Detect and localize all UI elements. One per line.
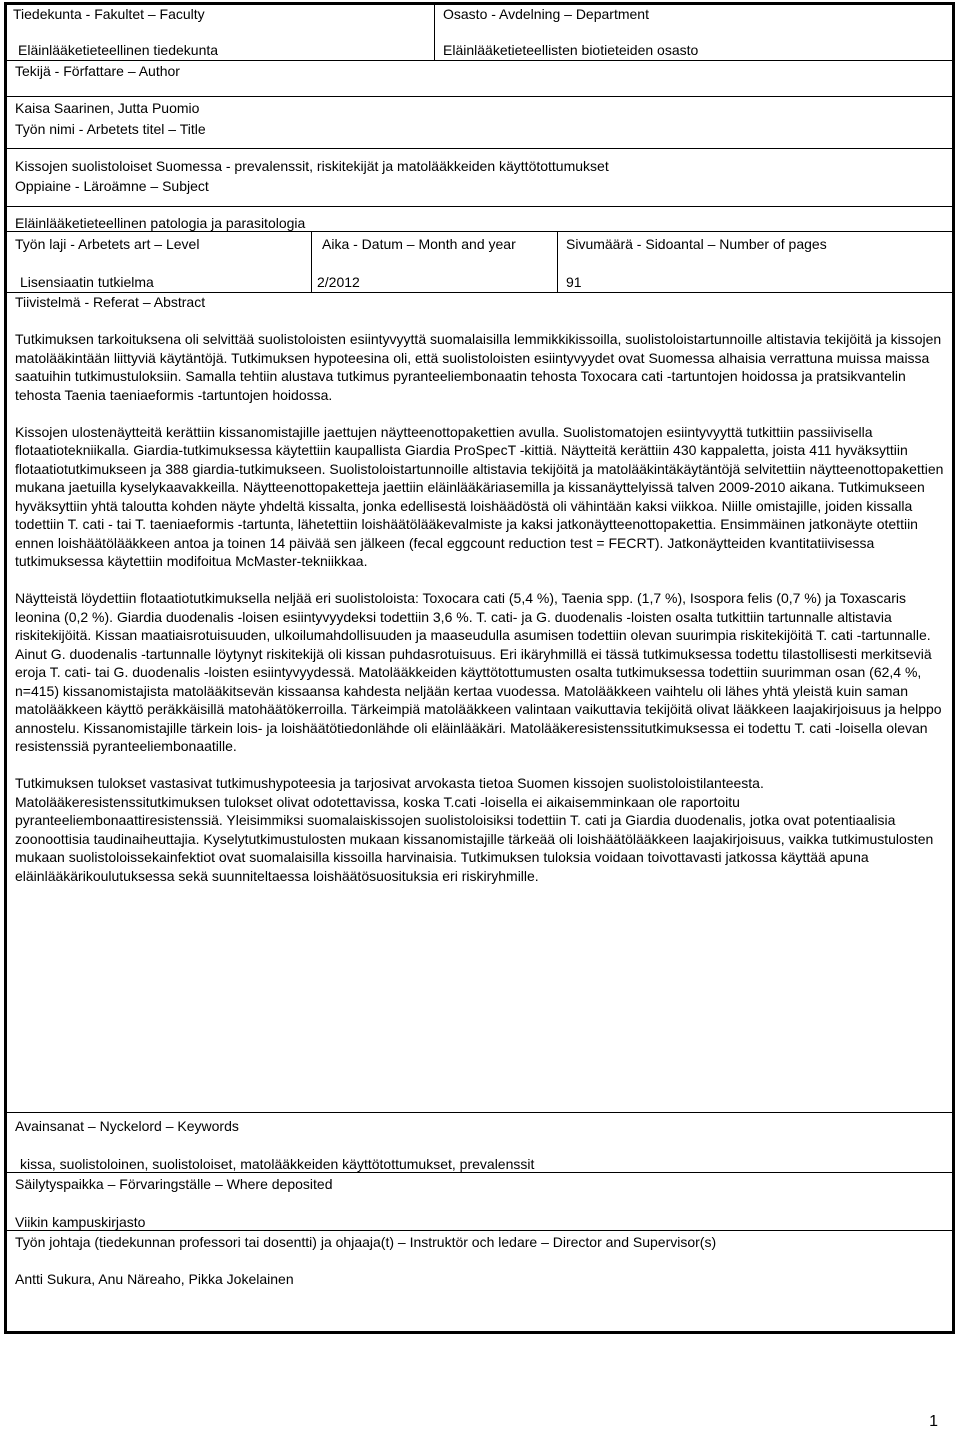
- abstract-paragraph: Tutkimuksen tarkoituksena oli selvittää suolistoloisten esiintyvyyttä suomalaisilla lemmikkikissoilla, suolistoloistartunnoille altistavia tekijöitä ja kissojen matolääkintään liittyviä käytäntöjä. Tutkimuksen hypoteesina oli, että suolistoloisten esiintyvyydet ovat Suomessa alhaisia verrattuna muissa maissa saatuihin tutkimustuloksiin. Samalla tehtiin alustava tutkimus pyranteeliembonaatin tehosta Toxocara cati -tartuntojen hoidossa ja pratsikvantelin tehosta Taenia taeniaeformis -tartuntojen hoidossa.: [15, 331, 942, 403]
- date-label: Aika - Datum – Month and year: [322, 236, 516, 252]
- faculty-label: Tiedekunta - Fakultet – Faculty: [13, 6, 205, 22]
- author-value: Kaisa Saarinen, Jutta Puomio: [15, 100, 200, 116]
- deposited-label: Säilytyspaikka – Förvaringställe – Where deposited: [15, 1176, 333, 1192]
- divider: [311, 232, 312, 293]
- faculty-value: Eläinlääketieteellinen tiedekunta: [18, 42, 219, 58]
- abstract-body: [15, 330, 945, 885]
- title-label: Työn nimi - Arbetets titel – Title: [15, 121, 206, 137]
- pages-label: Sivumäärä - Sidoantal – Number of pages: [566, 236, 827, 252]
- abstract-paragraph: Kissojen ulostenäytteitä kerättiin kissanomistajille jaettujen näytteenottopakettien avulla. Suolistomatojen esiintyvyyttä tutkittiin passiivisella flotaatiotekniikalla. Giardia-tutkimuksessa käytettiin kaupallista Giardia ProSpecT -kittiä. Näytteitä kerättiin 430 kappaletta, joista 411 hyväksyttiin flotaatiotutkimukseen ja 388 giardia-tutkimukseen. Suolistoloistartunnoille altistavia tekijöitä ja matolääkintäkäytäntöjä selvitettiin näytteenottopakettien mukana jaetuilla kyselykaavakkeilla. Näytteenottopaketteja jaettiin eläinlääkäriasemilla ja kissanäyttelyissä talven 2009-2010 aikana. Tutkimukseen hyväksyttiin yhtä taloutta kohden näyte yhdeltä kissalta, jonka edellisestä loishäädöstä oli vähintään kaksi viikkoa. Niille omistajille, joiden kissalla todettiin T. cati - tai T. taeniaeformis -tartunta, lähetettiin loishäätölääkevalmiste ja kaksi jatkonäytteenottopakettia. Ensimmäinen jatkonäyte otettiin ennen loishäätölääkkeen antoa ja toinen 14 päivää sen jälkeen (fecal eggcount reduction test = FECRT). Jatkonäytteiden kvantitatiivisessa tutkimuksessa käytettiin modifoitua McMaster-tekniikkaa.: [15, 423, 944, 569]
- level-label: Työn laji - Arbetets art – Level: [15, 236, 200, 252]
- keywords-value: kissa, suolistoloinen, suolistoloiset, matolääkkeiden käyttötottumukset, prevalenssit: [20, 1156, 535, 1172]
- title-value: Kissojen suolistoloiset Suomessa - prevalenssit, riskitekijät ja matolääkkeiden käyttötottumukset: [15, 158, 609, 174]
- abstract-label: Tiivistelmä - Referat – Abstract: [15, 294, 206, 310]
- subject-value: Eläinlääketieteellinen patologia ja parasitologia: [15, 215, 306, 231]
- level-value: Lisensiaatin tutkielma: [20, 274, 154, 290]
- divider: [6, 1112, 954, 1113]
- divider: [6, 206, 954, 207]
- author-label: Tekijä - Författare – Author: [15, 63, 180, 79]
- department-label: Osasto - Avdelning – Department: [443, 6, 649, 22]
- pages-value: 91: [566, 274, 582, 290]
- date-value: 2/2012: [317, 274, 360, 290]
- department-value: Eläinlääketieteellisten biotieteiden osasto: [443, 42, 699, 58]
- deposited-value: Viikin kampuskirjasto: [15, 1214, 146, 1230]
- abstract-paragraph: Tutkimuksen tulokset vastasivat tutkimushypoteesia ja tarjosivat arvokasta tietoa Suomen kissojen suolistoloistilanteesta. Matolääkeresistenssitutkimuksen tulokset olivat odotettavissa, koska T.cati -loisella ei aikaisemminkaan ole raportoitu pyranteeliembonaattiresistenssiä. Yleisimmiksi suomalaiskissojen suolistoloisiksi todettiin T. cati ja Giardia duodenalis, jotka ovat potentiaalisia zoonoottisia taudinaiheuttajia. Kyselytutkimustulosten mukaan kissanomistajille tärkeää oli loishäätölääkkeen laajakirjoisuus, vaikka tutkimustulosten mukaan suolistoloissekainfektiot ovat suomalaisilla kissoilla harvinaisia. Tutkimuksen tuloksia voidaan toivottavasti jatkossa käyttää apuna eläinlääkärikoulutuksessa sekä suunniteltaessa loishäätösuosituksia eri riskiryhmille.: [15, 775, 934, 884]
- divider: [6, 96, 954, 97]
- divider: [434, 4, 435, 61]
- divider: [6, 1230, 954, 1231]
- divider: [6, 60, 954, 61]
- abstract-paragraph: Näytteistä löydettiin flotaatiotutkimuksella neljää eri suolistoloista: Toxocara cati (5,4 %), Taenia spp. (1,7 %), Isospora felis (0,7 %) ja Toxascaris leonina (0,2 %). Giardia duodenalis -loisen esiintyvyydeksi todettiin 3,6 %. T. cati- ja G. duodenalis -loisten osalta tutkittiin tartunnalle altistavia riskitekijöitä. Kissan maatiaisrotuisuuden, ulkoilumahdollisuuden ja maaseudulla asumisen todettiin olevan suurimpia riskitekijöitä T. cati -tartunnalle. Ainut G. duodenalis -tartunnalle löytynyt riskitekijä oli kissan puhdasrotuisuus. Eri ikäryhmillä ei tässä tutkimuksessa todettu tilastollisesti merkitseviä eroja T. cati- tai G. duodenalis -loisten esiintyvyydessä. Matolääkkeiden käyttötottumusten osalta tutkimuksessa todettiin suurimman osan (62,4 %, n=415) kissanomistajista matolääkitsevän kissaansa kahdesta neljään kertaa vuodessa. Matolääkkeen vaihtelu oli lähes yhtä yleistä kuin saman matolääkkeen käyttö peräkkäisillä matohäätökerroilla. Tärkeimpiä matolääkkeen valintaan vaikuttavia tekijöitä olivat lääkkeen laajakirjoisuus ja helppo annostelu. Kissanomistajille tärkein lois- ja loishäätötiedonlähde oli eläinlääkäri. Matolääkeresistenssitutkimuksessa ei todettu T. cati -loisella olevan resistenssiä pyranteeliembonaatille.: [15, 590, 942, 754]
- divider: [6, 148, 954, 149]
- divider: [557, 232, 558, 293]
- supervisor-value: Antti Sukura, Anu Näreaho, Pikka Jokelainen: [15, 1271, 294, 1287]
- page-number: 1: [929, 1413, 938, 1430]
- supervisor-label: Työn johtaja (tiedekunnan professori tai dosentti) ja ohjaaja(t) – Instruktör och ledare – Director and Supervisor(s): [15, 1234, 717, 1250]
- subject-label: Oppiaine - Läroämne – Subject: [15, 178, 209, 194]
- keywords-label: Avainsanat – Nyckelord – Keywords: [15, 1118, 239, 1134]
